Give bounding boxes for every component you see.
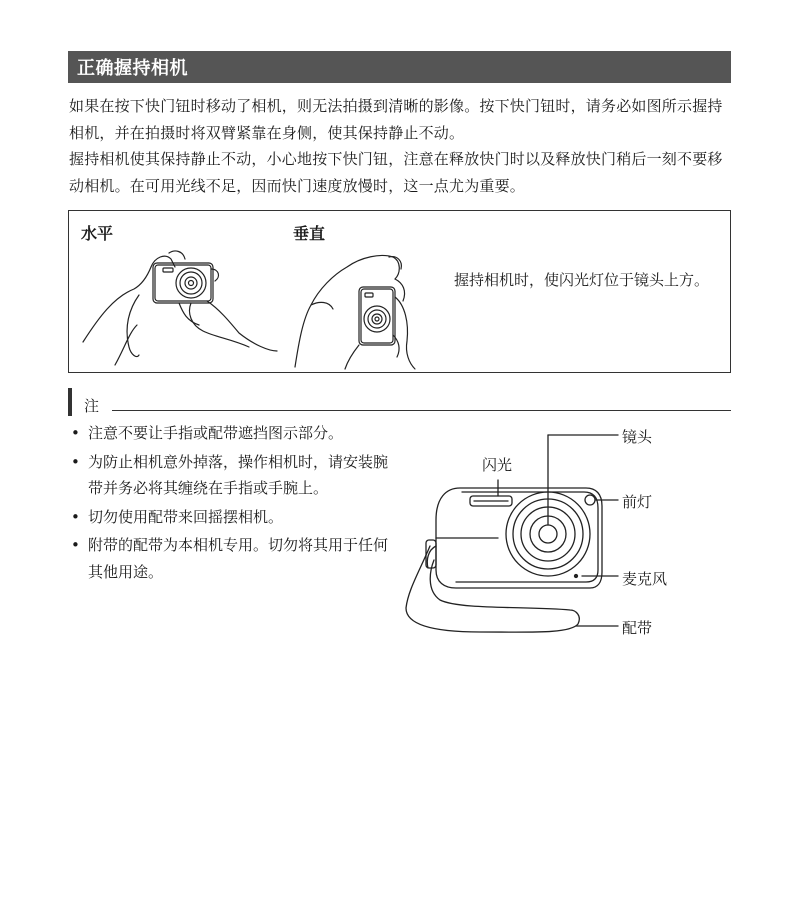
figure-caption: 握持相机时，使闪光灯位于镜头上方。: [454, 271, 710, 289]
section-title-bar: [68, 51, 731, 83]
strap-label: 配带: [622, 619, 653, 637]
note-marker-bar: [68, 388, 72, 416]
front-lamp-label: 前灯: [622, 493, 653, 511]
bullet: •: [71, 424, 80, 442]
note-divider: [112, 410, 731, 411]
note-item-text: 附带的配带为本相机专用。切勿将其用于任何其他用途。: [88, 536, 389, 581]
bullet: •: [71, 536, 80, 554]
microphone-label: 麦克风: [622, 570, 668, 588]
note-item: [68, 504, 398, 531]
section-title: 正确握持相机: [77, 58, 188, 79]
intro-paragraph-2: 握持相机使其保持静止不动，小心地按下快门钮，注意在释放快门时以及释放快门稍后一刻不要移动相机。在可用光线不足，因而快门速度放慢时，这一点尤为重要。: [69, 150, 723, 195]
bullet: •: [71, 452, 80, 471]
camera-parts-diagram: [400, 420, 780, 650]
vertical-hold-illustration: [289, 245, 439, 371]
note-item-text: 为防止相机意外掉落，操作相机时，请安装腕带并务必将其缠绕在手指或手腕上。: [88, 452, 389, 497]
camera-front-illustration: [400, 420, 780, 650]
note-header: [68, 388, 731, 418]
intro-text: [69, 93, 734, 199]
bullet: •: [71, 507, 80, 526]
note-item: [68, 532, 398, 585]
note-item: [68, 420, 398, 447]
note-list: [68, 420, 398, 587]
note-item-text: 切勿使用配带来回摇摆相机。: [88, 507, 284, 526]
note-item-text: 注意不要让手指或配带遮挡图示部分。: [88, 424, 344, 442]
flash-label: 闪光: [482, 456, 513, 474]
horizontal-label: 水平: [81, 224, 114, 243]
note-item: [68, 449, 398, 502]
holding-figure-box: [68, 210, 731, 373]
lens-label: 镜头: [622, 428, 653, 446]
note-label: 注: [84, 397, 100, 415]
horizontal-hold-illustration: [79, 247, 279, 369]
vertical-label: 垂直: [293, 224, 326, 243]
intro-paragraph-1: 如果在按下快门钮时移动了相机，则无法拍摄到清晰的影像。按下快门钮时，请务必如图所示握持相机，并在拍摄时将双臂紧靠在身侧，使其保持静止不动。: [69, 97, 723, 142]
